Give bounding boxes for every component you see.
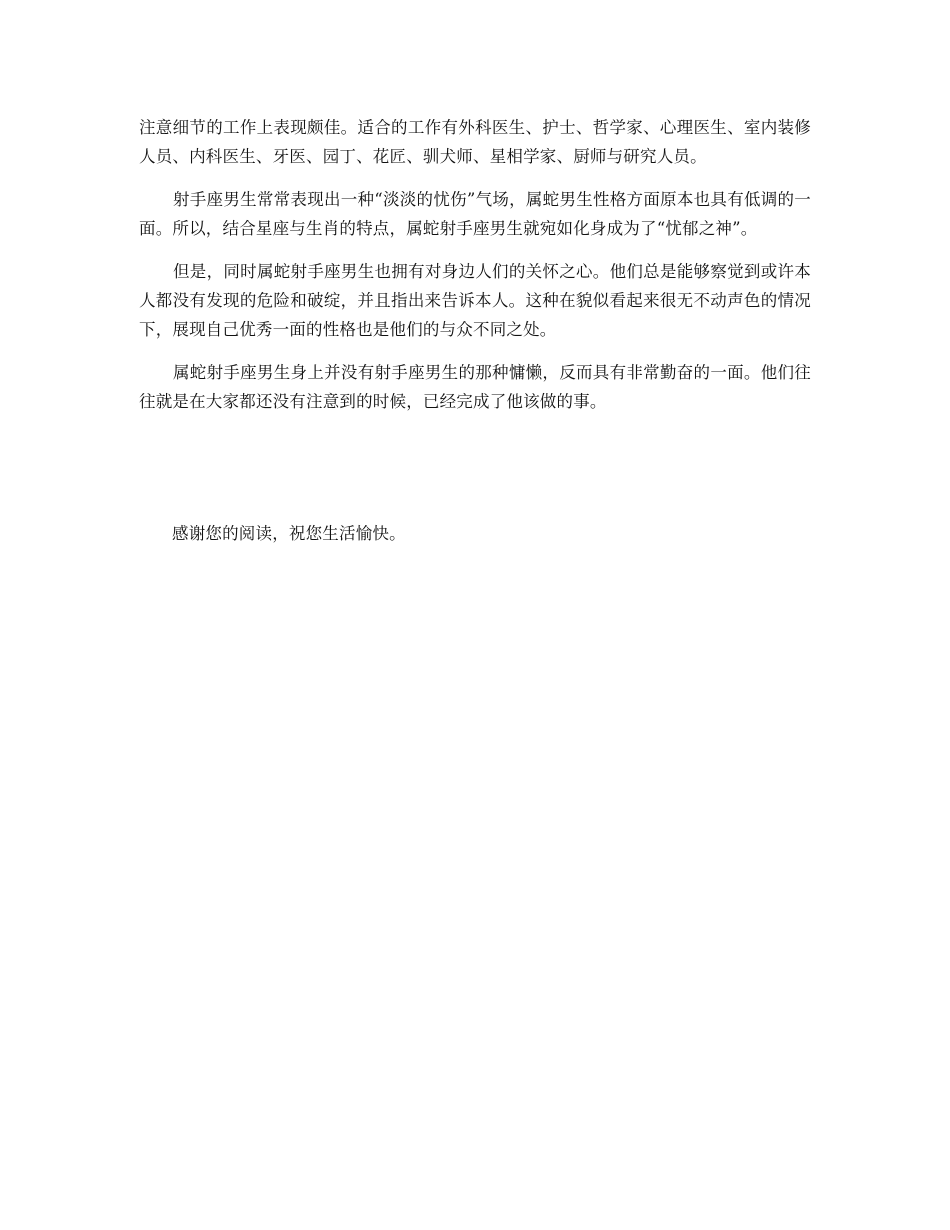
paragraph-melancholy: 射手座男生常常表现出一种“淡淡的忧伤”气场，属蛇男生性格方面原本也具有低调的一面。所以，结合星座与生肖的特点，属蛇射手座男生就宛如化身成为了“忧郁之神”。 bbox=[139, 190, 811, 238]
paragraph-caring: 但是，同时属蛇射手座男生也拥有对身边人们的关怀之心。他们总是能够察觉到或许本人都没有发现的危险和破绽，并且指出来告诉本人。这种在貌似看起来很无不动声色的情况下，展现自己优秀一面的性格也是他们的与众不同之处。 bbox=[139, 262, 811, 339]
closing-line: 感谢您的阅读，祝您生活愉快。 bbox=[172, 524, 406, 543]
paragraph-diligent: 属蛇射手座男生身上并没有射手座男生的那种慵懒，反而具有非常勤奋的一面。他们往往就是在大家都还没有注意到的时候，已经完成了他该做的事。 bbox=[139, 363, 811, 411]
paragraph-career: 注意细节的工作上表现颇佳。适合的工作有外科医生、护士、哲学家、心理医生、室内装修人员、内科医生、牙医、园丁、花匠、驯犬师、星相学家、厨师与研究人员。 bbox=[139, 118, 811, 166]
body-text bbox=[139, 113, 811, 430]
